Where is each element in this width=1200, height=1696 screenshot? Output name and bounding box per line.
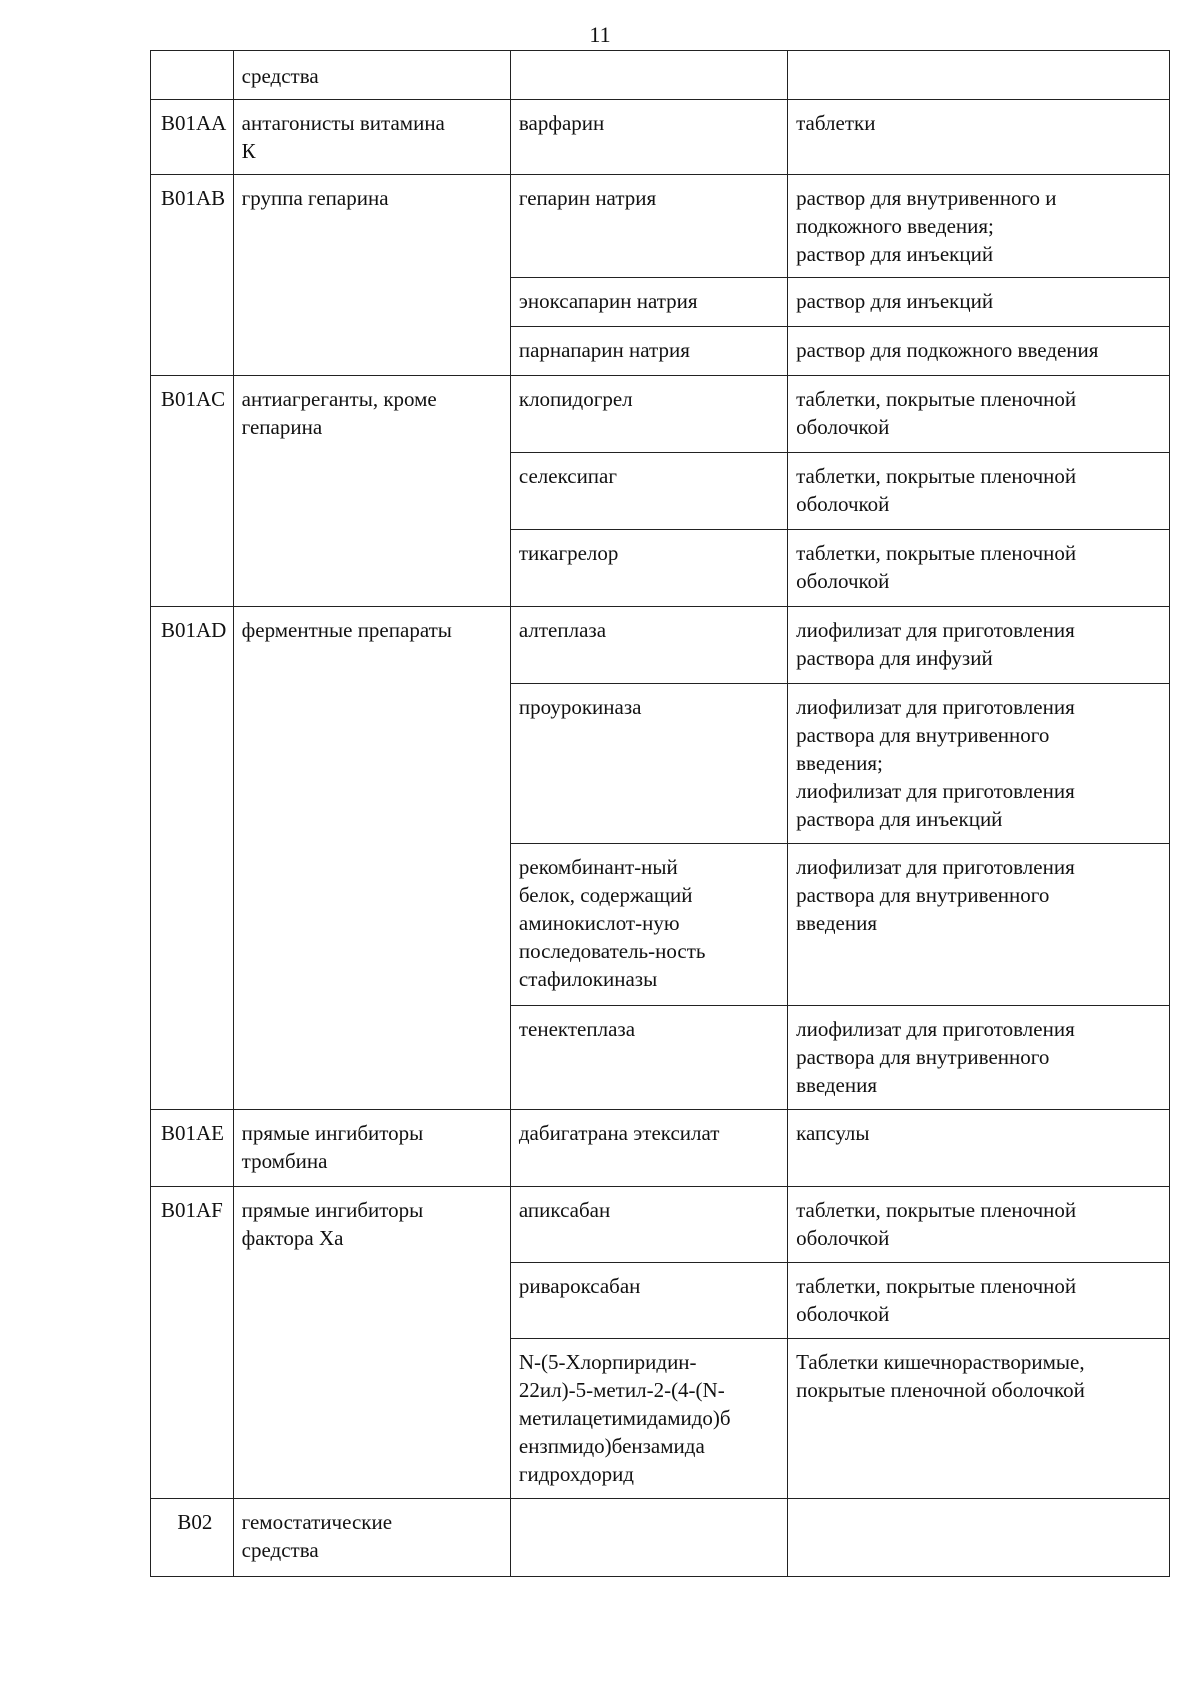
atc-code-cell: B01AA (151, 100, 234, 175)
dosage-form-cell: лиофилизат для приготовления раствора для внутривенного введения; лиофилизат для приготовления раствора для инъекций (788, 684, 1170, 844)
table-row (151, 175, 1170, 278)
drug-name-cell: селексипаг (510, 453, 787, 530)
drug-name-cell: алтеплаза (510, 607, 787, 684)
table-row (151, 1187, 1170, 1263)
atc-code-cell (151, 51, 234, 100)
drug-name-cell: апиксабан (510, 1187, 787, 1263)
page-number: 11 (589, 22, 611, 47)
table-row (151, 51, 1170, 100)
atc-code-cell: B02 (151, 1499, 234, 1577)
drug-table (150, 50, 1170, 1577)
drug-name-cell: варфарин (510, 100, 787, 175)
drug-name-cell: проурокиназа (510, 684, 787, 844)
atc-code-cell: B01AE (151, 1110, 234, 1187)
dosage-form-cell: таблетки, покрытые пленочной оболочкой (788, 376, 1170, 453)
dosage-form-cell (788, 51, 1170, 100)
atc-group-cell: антагонисты витамина К (233, 100, 510, 175)
drug-name-cell: эноксапарин натрия (510, 278, 787, 327)
atc-code-cell: B01AD (151, 607, 234, 1110)
atc-group-cell: гемостатические средства (233, 1499, 510, 1577)
drug-name-cell: тенектеплаза (510, 1006, 787, 1110)
table-row (151, 607, 1170, 684)
dosage-form-cell: раствор для инъекций (788, 278, 1170, 327)
atc-group-cell: группа гепарина (233, 175, 510, 376)
drug-name-cell: дабигатрана этексилат (510, 1110, 787, 1187)
dosage-form-cell: раствор для внутривенного и подкожного введения; раствор для инъекций (788, 175, 1170, 278)
atc-group-cell: прямые ингибиторы тромбина (233, 1110, 510, 1187)
atc-group-cell: прямые ингибиторы фактора Ха (233, 1187, 510, 1499)
drug-name-cell: N-(5-Хлорпиридин- 22ил)-5-метил-2-(4-(N- метилацетимидамидо)б ензпмидо)бензамида гидрохдорид (510, 1339, 787, 1499)
atc-code-cell: B01AB (151, 175, 234, 376)
drug-name-cell: тикагрелор (510, 530, 787, 607)
dosage-form-cell: капсулы (788, 1110, 1170, 1187)
dosage-form-cell: таблетки, покрытые пленочной оболочкой (788, 1187, 1170, 1263)
drug-name-cell: клопидогрел (510, 376, 787, 453)
dosage-form-cell: таблетки, покрытые пленочной оболочкой (788, 1263, 1170, 1339)
drug-name-cell: рекомбинант-ный белок, содержащий аминокислот-ную последователь-ность стафилокиназы (510, 844, 787, 1006)
dosage-form-cell: лиофилизат для приготовления раствора для внутривенного введения (788, 1006, 1170, 1110)
drug-name-cell: ривароксабан (510, 1263, 787, 1339)
drug-name-cell (510, 1499, 787, 1577)
dosage-form-cell: лиофилизат для приготовления раствора для инфузий (788, 607, 1170, 684)
dosage-form-cell: лиофилизат для приготовления раствора для внутривенного введения (788, 844, 1170, 1006)
atc-group-cell: ферментные препараты (233, 607, 510, 1110)
drug-name-cell: гепарин натрия (510, 175, 787, 278)
table-row (151, 100, 1170, 175)
table-row (151, 1499, 1170, 1577)
drug-name-cell (510, 51, 787, 100)
atc-code-cell: B01AC (151, 376, 234, 607)
table-row (151, 376, 1170, 453)
dosage-form-cell: таблетки, покрытые пленочной оболочкой (788, 453, 1170, 530)
dosage-form-cell: раствор для подкожного введения (788, 327, 1170, 376)
table-row (151, 1110, 1170, 1187)
atc-group-cell: антиагреганты, кроме гепарина (233, 376, 510, 607)
dosage-form-cell (788, 1499, 1170, 1577)
atc-group-cell: средства (233, 51, 510, 100)
dosage-form-cell: таблетки, покрытые пленочной оболочкой (788, 530, 1170, 607)
dosage-form-cell: таблетки (788, 100, 1170, 175)
dosage-form-cell: Таблетки кишечнорастворимые, покрытые пленочной оболочкой (788, 1339, 1170, 1499)
atc-code-cell: B01AF (151, 1187, 234, 1499)
drug-name-cell: парнапарин натрия (510, 327, 787, 376)
